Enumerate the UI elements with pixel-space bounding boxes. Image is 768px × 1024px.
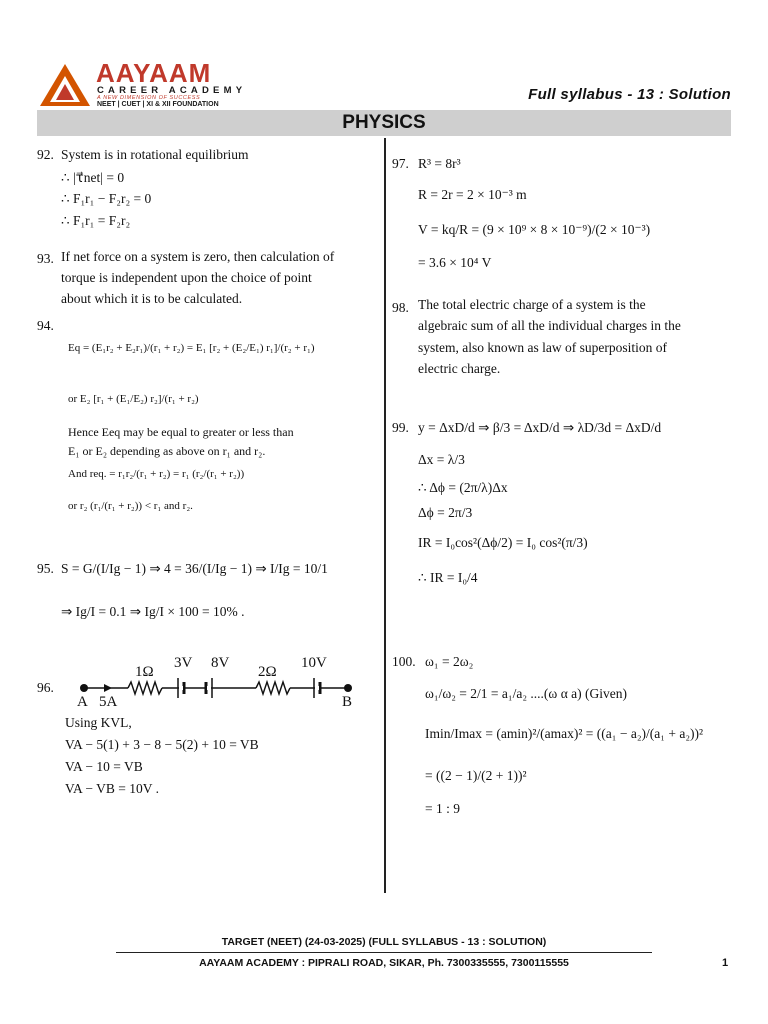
q97-line2: R = 2r = 2 × 10⁻³ m	[418, 187, 527, 202]
q98-line3: system, also known as law of superposition of	[418, 340, 667, 355]
q99-line2: Δx = λ/3	[418, 452, 465, 467]
q93-line3: about which it is to be calculated.	[61, 291, 243, 306]
terminal-a	[80, 684, 88, 692]
q95-line2: ⇒ Ig/I = 0.1 ⇒ Ig/I × 100 = 10% .	[61, 604, 245, 619]
q98-line4: electric charge.	[418, 361, 501, 376]
q97-number: 97.	[392, 156, 409, 171]
footer-target-line: TARGET (NEET) (24-03-2025) (FULL SYLLABUS - 13 : SOLUTION)	[221, 936, 547, 948]
brand-subtitle: CAREER ACADEMY	[97, 85, 247, 96]
q96-line3: VA − 10 = VB	[65, 759, 143, 774]
brand-tagline: A NEW DIMENSION OF SUCCESS	[97, 95, 201, 101]
circuit-label-v3: 10V	[301, 655, 327, 671]
circuit-label-b: B	[342, 694, 353, 710]
circuit-label-r1: 1Ω	[135, 664, 154, 680]
q99-number: 99.	[392, 420, 409, 435]
q94-number: 94.	[37, 318, 54, 333]
q97-line4: = 3.6 × 10⁴ V	[418, 255, 492, 270]
q96-line4: VA − VB = 10V .	[65, 781, 160, 796]
q94-line3: And req. = r₁r₂/(r₁ + r₂) = r₁ (r₂/(r₁ + r₂))	[68, 468, 245, 480]
q93-number: 93.	[37, 251, 54, 266]
q92-line3: ∴ F₁r₁ = F₂r₂	[61, 213, 131, 228]
q96-number: 96.	[37, 680, 54, 695]
q99-line4: Δϕ = 2π/3	[418, 505, 473, 520]
q95-number: 95.	[37, 561, 54, 576]
brand-foundation: NEET | CUET | XI & XII FOUNDATION	[97, 101, 219, 108]
q100-line1: ω₁ = 2ω₂	[425, 654, 474, 669]
q92-text: System is in rotational equilibrium	[61, 147, 249, 162]
brand-name: AAYAAM	[96, 58, 212, 88]
column-divider	[384, 138, 386, 893]
q100-line5: = 1 : 9	[425, 801, 460, 816]
q96-line2: VA − 5(1) + 3 − 8 − 5(2) + 10 = VB	[65, 737, 259, 752]
aayaam-logo-icon	[38, 62, 92, 108]
q95-line1: S = G/(I/Ig − 1) ⇒ 4 = 36/(I/Ig − 1) ⇒ I/Ig = 10/1	[61, 561, 328, 576]
q93-line2: torque is independent upon the choice of point	[61, 270, 312, 285]
q92-number: 92.	[37, 147, 54, 162]
exam-title: Full syllabus - 13 : Solution	[528, 86, 731, 103]
subject-bar	[37, 110, 731, 136]
q100-line2: ω₁/ω₂ = 2/1 = a₁/a₂ ....(ω α a) (Given)	[425, 686, 627, 701]
q94-eq1: Eq = (E₁r₂ + E₂r₁)/(r₁ + r₂) = E₁ [r₂ + (E₂/E₁) r₁]/(r₂ + r₁)	[68, 342, 315, 354]
q94-line4: or r₂ (r₁/(r₁ + r₂)) < r₁ and r₂.	[68, 500, 193, 512]
q98-line2: algebraic sum of all the individual charges in the	[418, 318, 681, 333]
circuit-label-current: 5A	[99, 694, 118, 710]
q100-line3: Imin/Imax = (amin)²/(amax)² = ((a₁ − a₂)/(a₁ + a₂))²	[425, 726, 704, 741]
page-number: 1	[722, 957, 729, 969]
circuit-label-r2: 2Ω	[258, 664, 277, 680]
q92-line2: ∴ F₁r₁ − F₂r₂ = 0	[61, 191, 152, 206]
q99-line3: ∴ Δϕ = (2π/λ)Δx	[418, 480, 508, 495]
q93-line1: If net force on a system is zero, then calculation of	[61, 249, 335, 264]
q94-eq2: or E₂ [r₁ + (E₁/E₂) r₂]/(r₁ + r₂)	[68, 393, 199, 405]
q98-number: 98.	[392, 300, 409, 315]
circuit-label-a: A	[77, 694, 88, 710]
q99-line1: y = ΔxD/d ⇒ β/3 = ΔxD/d ⇒ λD/3d = ΔxD/d	[418, 420, 662, 435]
q97-line3: V = kq/R = (9 × 10⁹ × 8 × 10⁻⁹)/(2 × 10⁻³)	[418, 222, 651, 237]
q94-line1: Hence Eeq may be equal to greater or less than	[68, 425, 294, 439]
q99-line6: ∴ IR = I₀/4	[418, 570, 478, 585]
q99-line5: IR = I₀cos²(Δϕ/2) = I₀ cos²(π/3)	[418, 535, 588, 550]
current-arrow	[104, 684, 112, 692]
q96-line1: Using KVL,	[65, 715, 132, 730]
circuit-label-v1: 3V	[174, 655, 193, 671]
q100-number: 100.	[392, 654, 416, 669]
circuit-label-v2: 8V	[211, 655, 230, 671]
subject-title: PHYSICS	[342, 112, 426, 133]
q100-line4: = ((2 − 1)/(2 + 1))²	[425, 768, 527, 783]
footer-address-line: AAYAAM ACADEMY : PIPRALI ROAD, SIKAR, Ph. 7300335555, 7300115555	[199, 957, 569, 969]
footer-rule	[116, 952, 652, 953]
q94-line2: E₁ or E₂ depending as above on r₁ and r₂.	[68, 444, 266, 458]
q97-line1: R³ = 8r³	[418, 156, 461, 171]
q92-line1: ∴ |τ⃗net| = 0	[61, 170, 125, 185]
q98-line1: The total electric charge of a system is the	[418, 297, 646, 312]
